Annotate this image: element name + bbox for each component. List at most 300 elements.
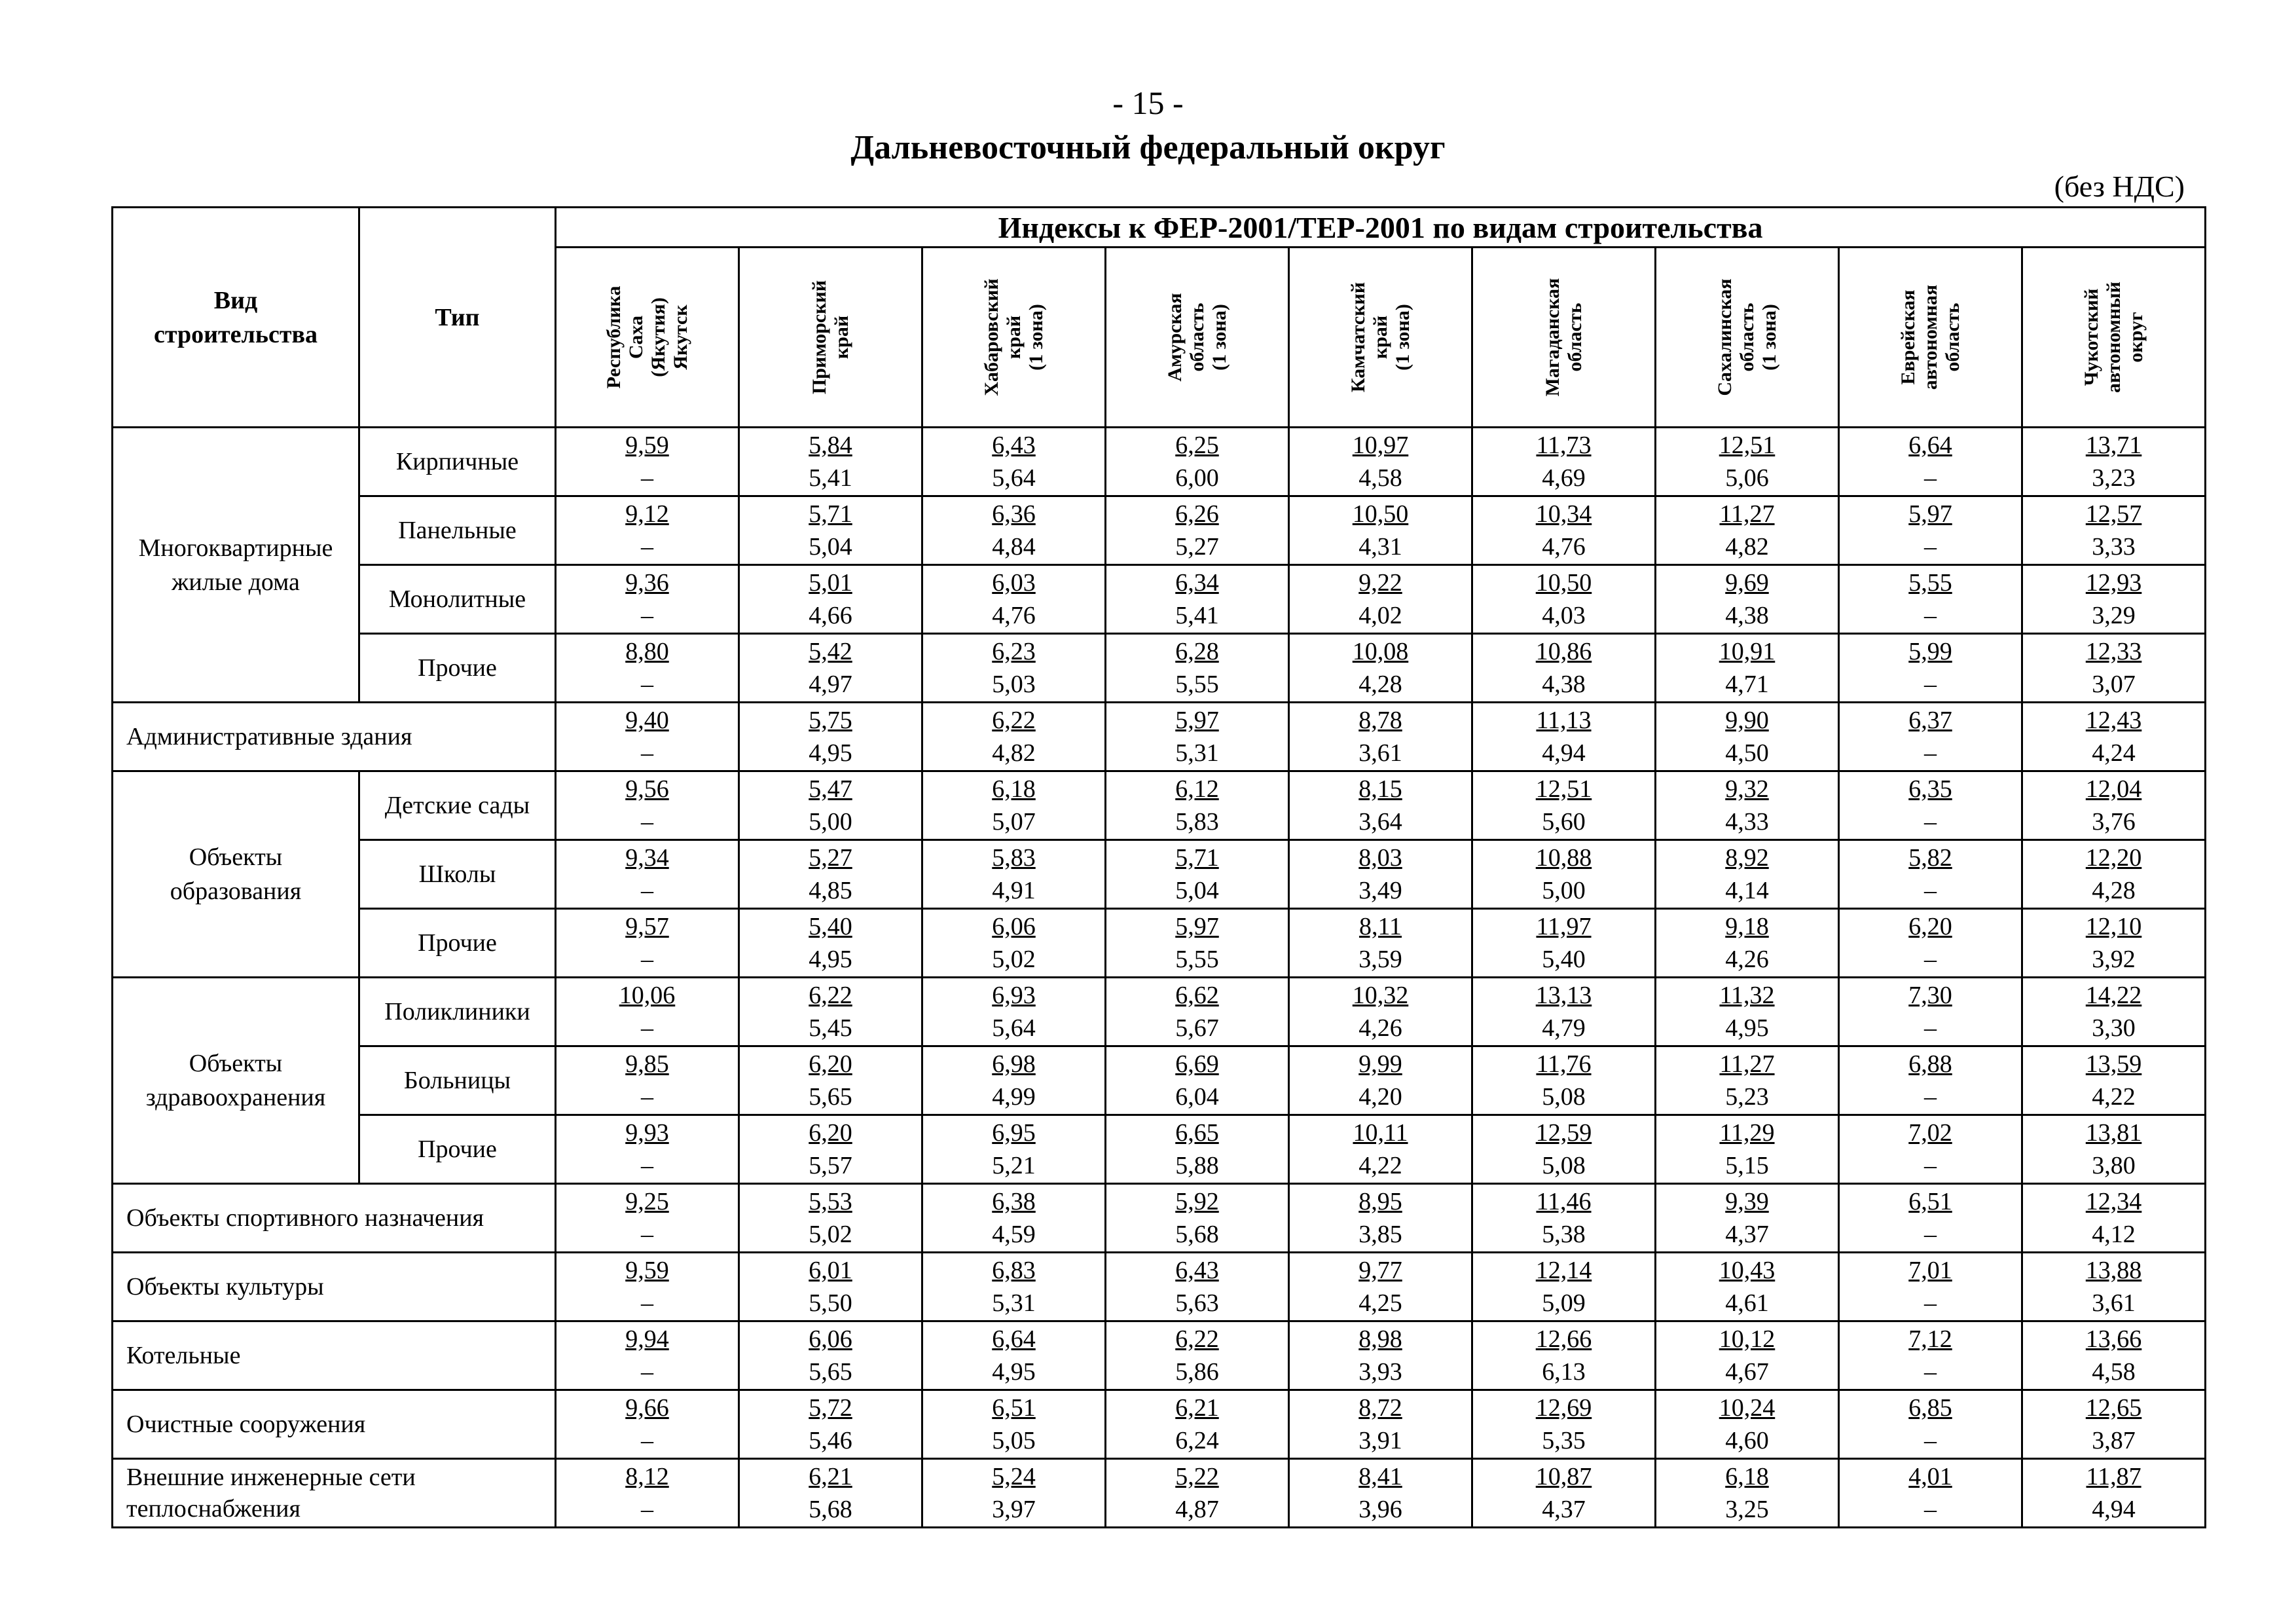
index-ter: 4,58: [2092, 1358, 2136, 1386]
index-ter: 4,82: [992, 739, 1036, 767]
index-cell: [556, 840, 739, 909]
index-fer: 10,87: [1535, 1463, 1592, 1490]
index-ter: –: [641, 1289, 653, 1317]
index-ter: –: [1924, 739, 1937, 767]
table-row: [113, 703, 2206, 771]
index-fer: 10,50: [1535, 569, 1592, 597]
table-row: [113, 1253, 2206, 1321]
index-ter: 4,24: [2092, 739, 2136, 767]
index-cell: [1106, 428, 1289, 496]
index-fer: 8,78: [1358, 707, 1402, 734]
index-ter: 5,68: [809, 1496, 852, 1523]
index-ter: 5,65: [809, 1358, 852, 1386]
index-ter: 5,41: [1175, 602, 1219, 629]
index-cell: [1289, 428, 1472, 496]
index-fer: 4,01: [1908, 1463, 1952, 1490]
index-fer: 13,13: [1535, 982, 1592, 1009]
index-fer: 10,43: [1719, 1257, 1776, 1284]
index-fer: 5,72: [809, 1394, 852, 1422]
index-ter: 5,04: [1175, 877, 1219, 904]
index-cell: [1289, 565, 1472, 634]
index-fer: 9,59: [625, 1257, 669, 1284]
index-fer: 6,37: [1908, 707, 1952, 734]
index-ter: 4,66: [809, 602, 852, 629]
index-fer: 9,36: [625, 569, 669, 597]
index-fer: 6,65: [1175, 1119, 1219, 1147]
index-cell: [739, 1253, 922, 1321]
index-fer: 6,06: [809, 1325, 852, 1353]
index-fer: 9,69: [1725, 569, 1769, 597]
index-cell: [2022, 428, 2206, 496]
index-ter: –: [1924, 671, 1937, 698]
index-ter: 4,59: [992, 1221, 1036, 1248]
index-fer: 13,88: [2085, 1257, 2142, 1284]
index-ter: 4,02: [1358, 602, 1402, 629]
index-cell: [556, 771, 739, 840]
index-fer: 10,97: [1352, 432, 1409, 459]
index-cell: [1656, 1115, 1839, 1184]
index-cell: [556, 1253, 739, 1321]
index-cell: [1839, 703, 2022, 771]
index-cell: [556, 1390, 739, 1459]
index-fer: 9,93: [625, 1119, 669, 1147]
table-row: [113, 496, 2206, 565]
index-fer: 6,62: [1175, 982, 1219, 1009]
index-cell: [1472, 428, 1656, 496]
index-cell: [1656, 428, 1839, 496]
index-cell: [1472, 1046, 1656, 1115]
index-ter: 5,35: [1542, 1427, 1586, 1454]
index-fer: 14,22: [2085, 982, 2142, 1009]
index-fer: 12,20: [2085, 844, 2142, 872]
index-cell: [2022, 496, 2206, 565]
index-ter: –: [1924, 1289, 1937, 1317]
index-ter: 5,07: [992, 808, 1036, 836]
index-ter: 4,58: [1358, 464, 1402, 492]
index-fer: 12,04: [2085, 775, 2142, 803]
index-cell: [1289, 1115, 1472, 1184]
index-cell: [1656, 1184, 1839, 1253]
index-ter: 5,41: [809, 464, 852, 492]
index-fer: 9,59: [625, 432, 669, 459]
index-fer: 5,55: [1908, 569, 1952, 597]
index-ter: –: [641, 808, 653, 836]
index-ter: 3,25: [1725, 1496, 1769, 1523]
index-ter: 4,14: [1725, 877, 1769, 904]
index-ter: 5,50: [809, 1289, 852, 1317]
index-fer: 9,94: [625, 1325, 669, 1353]
index-fer: 6,93: [992, 982, 1036, 1009]
index-cell: [556, 565, 739, 634]
index-fer: 5,97: [1175, 707, 1219, 734]
index-fer: 13,59: [2085, 1050, 2142, 1078]
index-cell: [2022, 1390, 2206, 1459]
table-row: [113, 634, 2206, 703]
index-fer: 6,18: [1725, 1463, 1769, 1490]
index-fer: 9,85: [625, 1050, 669, 1078]
index-ter: 4,95: [992, 1358, 1036, 1386]
index-cell: [556, 1321, 739, 1390]
index-fer: 6,03: [992, 569, 1036, 597]
index-fer: 6,28: [1175, 638, 1219, 665]
index-cell: [739, 565, 922, 634]
index-fer: 5,71: [809, 500, 852, 528]
index-cell: [2022, 1321, 2206, 1390]
index-cell: [922, 565, 1106, 634]
index-ter: 4,61: [1725, 1289, 1769, 1317]
index-cell: [2022, 1253, 2206, 1321]
index-ter: 3,59: [1358, 946, 1402, 973]
region-header-label: Республика Саха (Якутия) Якутск: [602, 286, 691, 389]
index-cell: [556, 1115, 739, 1184]
page-number: - 15 -: [1112, 84, 1184, 121]
index-cell: [2022, 1115, 2206, 1184]
index-fer: 11,29: [1719, 1119, 1775, 1147]
table-row: [113, 978, 2206, 1046]
index-ter: 4,71: [1725, 671, 1769, 698]
index-ter: 3,61: [2092, 1289, 2136, 1317]
index-cell: [1472, 840, 1656, 909]
index-ter: 4,76: [1542, 533, 1586, 561]
region-header-label: Сахалинская область (1 зона): [1713, 278, 1780, 396]
index-ter: 5,60: [1542, 808, 1586, 836]
index-ter: –: [1924, 946, 1937, 973]
index-ter: 3,23: [2092, 464, 2136, 492]
index-fer: 6,64: [1908, 432, 1952, 459]
index-cell: [2022, 634, 2206, 703]
table-row: [113, 909, 2206, 978]
index-cell: [1106, 703, 1289, 771]
index-fer: 9,25: [625, 1188, 669, 1215]
index-cell: [1839, 1184, 2022, 1253]
table-row: [113, 840, 2206, 909]
index-cell: [922, 1459, 1106, 1528]
index-ter: 3,49: [1358, 877, 1402, 904]
index-cell: [1472, 565, 1656, 634]
index-fer: 8,92: [1725, 844, 1769, 872]
index-fer: 6,95: [992, 1119, 1036, 1147]
index-fer: 6,43: [1175, 1257, 1219, 1284]
region-header-label: Хабаровский край (1 зона): [980, 278, 1047, 396]
index-ter: 5,31: [1175, 739, 1219, 767]
index-ter: 5,15: [1725, 1152, 1769, 1179]
index-ter: 5,08: [1542, 1083, 1586, 1111]
index-cell: [556, 496, 739, 565]
index-fer: 8,95: [1358, 1188, 1402, 1215]
index-fer: 10,32: [1352, 982, 1409, 1009]
index-ter: –: [641, 533, 653, 561]
index-fer: 5,40: [809, 913, 852, 940]
index-cell: [739, 634, 922, 703]
table-row: [113, 1459, 2206, 1528]
index-ter: 3,30: [2092, 1014, 2136, 1042]
index-cell: [1106, 1115, 1289, 1184]
index-fer: 6,64: [992, 1325, 1036, 1353]
table-row: [113, 428, 2206, 496]
index-ter: –: [641, 1358, 653, 1386]
index-fer: 6,85: [1908, 1394, 1952, 1422]
index-fer: 6,51: [992, 1394, 1036, 1422]
index-fer: 6,20: [1908, 913, 1952, 940]
index-ter: 5,27: [1175, 533, 1219, 561]
index-cell: [556, 703, 739, 771]
vat-note: (без НДС): [2054, 170, 2185, 203]
index-fer: 9,77: [1358, 1257, 1402, 1284]
index-fer: 6,01: [809, 1257, 852, 1284]
index-fer: 9,39: [1725, 1188, 1769, 1215]
index-ter: 5,67: [1175, 1014, 1219, 1042]
index-fer: 11,27: [1719, 1050, 1775, 1078]
index-ter: 4,97: [809, 671, 852, 698]
index-fer: 12,34: [2085, 1188, 2142, 1215]
index-fer: 9,90: [1725, 707, 1769, 734]
index-ter: –: [1924, 877, 1937, 904]
column-header-tip: Тип: [359, 208, 556, 428]
index-cell: [1472, 771, 1656, 840]
index-ter: 4,79: [1542, 1014, 1586, 1042]
construction-type: Прочие: [359, 634, 556, 703]
index-cell: [1839, 1046, 2022, 1115]
index-ter: 4,37: [1725, 1221, 1769, 1248]
index-fer: 8,72: [1358, 1394, 1402, 1422]
index-cell: [1656, 1046, 1839, 1115]
index-fer: 10,11: [1353, 1119, 1408, 1147]
index-fer: 10,91: [1719, 638, 1776, 665]
index-fer: 5,71: [1175, 844, 1219, 872]
region-header: [556, 248, 739, 428]
index-fer: 13,81: [2085, 1119, 2142, 1147]
index-cell: [922, 1253, 1106, 1321]
index-cell: [2022, 1184, 2206, 1253]
index-cell: [1289, 771, 1472, 840]
index-fer: 6,20: [809, 1050, 852, 1078]
index-ter: 3,07: [2092, 671, 2136, 698]
index-ter: –: [1924, 1221, 1937, 1248]
index-fer: 10,50: [1352, 500, 1409, 528]
index-cell: [1656, 840, 1839, 909]
index-ter: 5,31: [992, 1289, 1036, 1317]
index-cell: [1839, 978, 2022, 1046]
region-header-label: Магаданская область: [1541, 278, 1586, 397]
index-cell: [739, 771, 922, 840]
index-ter: 5,38: [1542, 1221, 1586, 1248]
index-fer: 6,88: [1908, 1050, 1952, 1078]
index-fer: 9,32: [1725, 775, 1769, 803]
index-ter: 3,91: [1358, 1427, 1402, 1454]
index-cell: [1289, 978, 1472, 1046]
index-fer: 10,12: [1719, 1325, 1776, 1353]
index-cell: [1656, 565, 1839, 634]
index-ter: 5,00: [809, 808, 852, 836]
region-header-label: Камчатский край (1 зона): [1347, 282, 1413, 393]
index-fer: 9,12: [625, 500, 669, 528]
index-ter: –: [641, 1014, 653, 1042]
construction-type: Прочие: [359, 909, 556, 978]
index-fer: 9,40: [625, 707, 669, 734]
construction-kind: Административные здания: [113, 703, 556, 771]
index-ter: 4,50: [1725, 739, 1769, 767]
index-fer: 5,97: [1908, 500, 1952, 528]
index-ter: 4,87: [1175, 1496, 1219, 1523]
index-ter: 3,80: [2092, 1152, 2136, 1179]
index-ter: 5,64: [992, 464, 1036, 492]
index-fer: 12,66: [1535, 1325, 1592, 1353]
index-ter: –: [641, 739, 653, 767]
column-header-vid: Вид строительства: [113, 208, 359, 428]
index-fer: 5,97: [1175, 913, 1219, 940]
index-fer: 6,21: [809, 1463, 852, 1490]
index-cell: [739, 1321, 922, 1390]
index-cell: [1472, 1184, 1656, 1253]
index-fer: 12,51: [1719, 432, 1776, 459]
construction-kind: Котельные: [113, 1321, 556, 1390]
index-cell: [1656, 1321, 1839, 1390]
index-ter: 5,05: [992, 1427, 1036, 1454]
index-cell: [2022, 840, 2206, 909]
index-ter: 5,55: [1175, 946, 1219, 973]
index-cell: [1656, 1459, 1839, 1528]
index-fer: 6,83: [992, 1257, 1036, 1284]
index-fer: 10,24: [1719, 1394, 1776, 1422]
index-fer: 11,87: [2086, 1463, 2141, 1490]
region-header: [922, 248, 1106, 428]
index-cell: [922, 1390, 1106, 1459]
index-cell: [1106, 565, 1289, 634]
index-cell: [1472, 496, 1656, 565]
index-cell: [556, 1459, 739, 1528]
index-ter: 3,87: [2092, 1427, 2136, 1454]
index-cell: [1839, 1459, 2022, 1528]
index-fer: 6,22: [809, 982, 852, 1009]
index-ter: –: [1924, 1152, 1937, 1179]
index-cell: [1656, 909, 1839, 978]
index-fer: 6,35: [1908, 775, 1952, 803]
index-fer: 8,80: [625, 638, 669, 665]
index-ter: 4,84: [992, 533, 1036, 561]
index-cell: [739, 909, 922, 978]
index-ter: –: [1924, 1427, 1937, 1454]
index-ter: 4,20: [1358, 1083, 1402, 1111]
index-fer: 8,12: [625, 1463, 669, 1490]
index-cell: [1106, 1253, 1289, 1321]
index-cell: [922, 1046, 1106, 1115]
index-cell: [1106, 978, 1289, 1046]
region-header: [1839, 248, 2022, 428]
index-ter: –: [641, 1221, 653, 1248]
index-ter: 3,29: [2092, 602, 2136, 629]
index-cell: [1839, 1115, 2022, 1184]
index-cell: [1106, 1390, 1289, 1459]
index-cell: [1656, 703, 1839, 771]
index-fer: 12,10: [2085, 913, 2142, 940]
index-cell: [1472, 1115, 1656, 1184]
index-fer: 10,88: [1535, 844, 1592, 872]
index-ter: 5,64: [992, 1014, 1036, 1042]
index-fer: 9,56: [625, 775, 669, 803]
index-ter: –: [1924, 1014, 1937, 1042]
index-ter: 4,38: [1542, 671, 1586, 698]
construction-type: Больницы: [359, 1046, 556, 1115]
index-cell: [556, 978, 739, 1046]
index-ter: 4,12: [2092, 1221, 2136, 1248]
index-cell: [922, 1184, 1106, 1253]
indices-table: [111, 206, 2206, 1528]
index-cell: [1289, 1321, 1472, 1390]
index-fer: 8,41: [1358, 1463, 1402, 1490]
index-cell: [1472, 1459, 1656, 1528]
construction-type: Детские сады: [359, 771, 556, 840]
index-fer: 10,08: [1352, 638, 1409, 665]
index-cell: [1839, 1321, 2022, 1390]
index-cell: [1289, 840, 1472, 909]
index-cell: [922, 1321, 1106, 1390]
index-cell: [922, 428, 1106, 496]
index-fer: 5,92: [1175, 1188, 1219, 1215]
index-ter: –: [641, 671, 653, 698]
index-ter: –: [641, 946, 653, 973]
index-ter: 5,45: [809, 1014, 852, 1042]
index-cell: [1289, 496, 1472, 565]
index-ter: 5,65: [809, 1083, 852, 1111]
index-fer: 11,76: [1536, 1050, 1592, 1078]
index-cell: [1472, 634, 1656, 703]
index-fer: 5,42: [809, 638, 852, 665]
index-ter: 5,55: [1175, 671, 1219, 698]
region-header-label: Приморский край: [808, 280, 852, 395]
index-ter: 3,85: [1358, 1221, 1402, 1248]
construction-type: Школы: [359, 840, 556, 909]
index-fer: 8,15: [1358, 775, 1402, 803]
index-ter: 4,85: [809, 877, 852, 904]
index-cell: [2022, 771, 2206, 840]
index-fer: 6,12: [1175, 775, 1219, 803]
index-fer: 11,97: [1536, 913, 1592, 940]
index-ter: 4,95: [809, 946, 852, 973]
index-fer: 5,84: [809, 432, 852, 459]
index-cell: [922, 703, 1106, 771]
table-row: [113, 1184, 2206, 1253]
index-ter: 4,82: [1725, 533, 1769, 561]
index-fer: 6,06: [992, 913, 1036, 940]
index-cell: [1839, 1390, 2022, 1459]
index-ter: 6,00: [1175, 464, 1219, 492]
index-cell: [1472, 909, 1656, 978]
index-ter: 4,69: [1542, 464, 1586, 492]
index-ter: 6,13: [1542, 1358, 1586, 1386]
index-cell: [1656, 771, 1839, 840]
region-header: [2022, 248, 2206, 428]
index-cell: [1472, 978, 1656, 1046]
index-ter: –: [641, 602, 653, 629]
index-fer: 9,57: [625, 913, 669, 940]
index-cell: [1289, 634, 1472, 703]
index-cell: [739, 1184, 922, 1253]
index-fer: 9,66: [625, 1394, 669, 1422]
index-fer: 7,12: [1908, 1325, 1952, 1353]
region-header: [1656, 248, 1839, 428]
index-cell: [1106, 496, 1289, 565]
index-cell: [1106, 1184, 1289, 1253]
index-ter: 5,68: [1175, 1221, 1219, 1248]
region-header-label: Еврейская автономная область: [1897, 284, 1963, 390]
index-fer: 6,22: [992, 707, 1036, 734]
index-ter: 5,21: [992, 1152, 1036, 1179]
index-fer: 9,18: [1725, 913, 1769, 940]
index-ter: 4,60: [1725, 1427, 1769, 1454]
index-ter: 5,63: [1175, 1289, 1219, 1317]
index-cell: [922, 1115, 1106, 1184]
index-ter: 4,94: [1542, 739, 1586, 767]
